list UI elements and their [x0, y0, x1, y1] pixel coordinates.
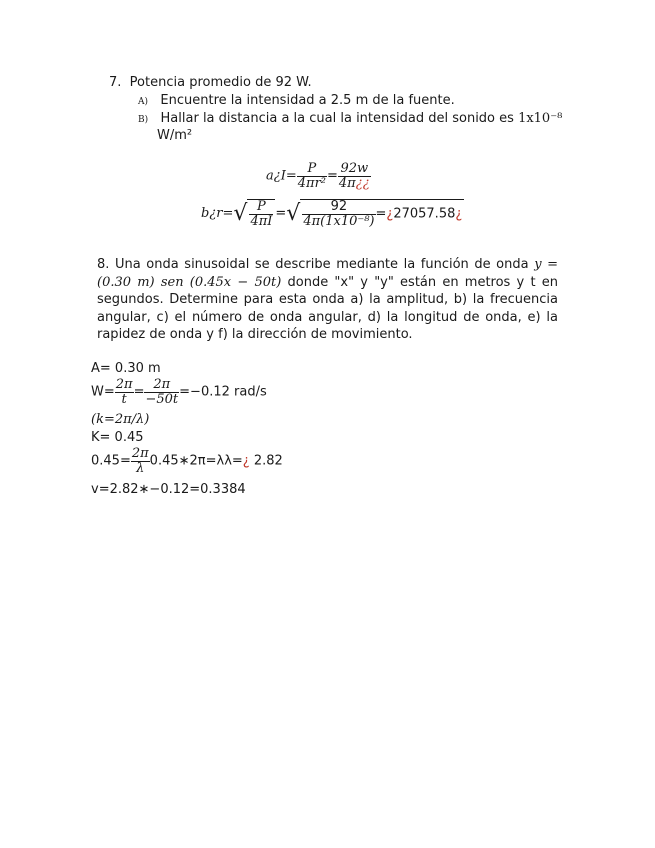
- q8-y-eq: y =: [534, 257, 559, 272]
- eq-b-frac-1-num: P: [257, 199, 266, 214]
- eq-a-frac-2-tail: ¿¿: [355, 175, 370, 191]
- q7-item-a: [138, 93, 455, 108]
- solution-velocity: v=2.82∗−0.12=0.3384: [91, 482, 246, 497]
- equation-b: [201, 199, 464, 228]
- w-equals: =: [133, 384, 145, 400]
- w-result: =−0.12 rad/s: [179, 384, 267, 400]
- lambda-frac-den: λ: [131, 461, 150, 476]
- q8-line-2: [97, 274, 558, 292]
- q7-item-b-value: 1x10⁻⁸: [518, 111, 563, 126]
- solution-amplitude: A= 0.30 m: [91, 361, 161, 376]
- lambda-frac-num: 2π: [131, 446, 149, 461]
- q7-item-a-marker: A): [138, 97, 149, 107]
- equation-a: [266, 162, 371, 190]
- eq-a-equals: =: [327, 168, 338, 184]
- sqrt-symbol-1: √: [233, 201, 248, 227]
- eq-b-frac-2: [302, 200, 375, 228]
- eq-b-result: 27057.58: [393, 206, 456, 222]
- solution-angular-frequency: [91, 378, 267, 406]
- w-frac-1-den: t: [115, 392, 134, 407]
- w-frac-2: [144, 378, 179, 406]
- eq-b-equals-2: =: [375, 206, 387, 222]
- eq-a-frac-1-num: P: [307, 161, 317, 176]
- eq-a-frac-2-den: 4π: [338, 175, 356, 191]
- eq-b-sqrt-2: [300, 199, 464, 228]
- q7-heading: [109, 75, 312, 90]
- q7-item-b-unit: W/m²: [157, 128, 193, 143]
- q8-paragraph: [97, 256, 558, 344]
- lambda-frac: [131, 447, 150, 475]
- q7-item-a-text: Encuentre la intensidad a 2.5 m de la fuente.: [160, 93, 455, 108]
- eq-a-frac-2-num: 92w: [340, 161, 369, 176]
- q8-line-1: [97, 256, 558, 274]
- lambda-red-marker: ¿: [242, 453, 250, 469]
- solution-wavelength: [91, 447, 283, 475]
- eq-b-sqrt-1: [247, 199, 275, 228]
- eq-b-frac-2-den: 4π(1x10⁻⁸): [303, 213, 375, 229]
- eq-b-tail: ¿: [455, 206, 463, 222]
- lambda-lhs: 0.45=: [91, 453, 131, 469]
- sqrt-symbol-2: √: [286, 201, 301, 227]
- eq-b-frac-1-den: 4πI: [250, 213, 273, 229]
- solution-k-value: K= 0.45: [91, 430, 144, 445]
- eq-b-lhs: b¿r=: [201, 206, 234, 222]
- q7-item-b-text: Hallar la distancia a la cual la intensidad del sonido es: [160, 111, 514, 126]
- w-frac-2-num: 2π: [153, 377, 171, 392]
- w-frac-2-den: −50t: [145, 391, 179, 407]
- q8-number: 8.: [97, 257, 110, 272]
- eq-b-frac-2-num: 92: [330, 199, 348, 214]
- q8-line-4: angular, c) el número de onda angular, d) la longitud de onda, e) la: [97, 309, 558, 325]
- w-label: W=: [91, 384, 115, 400]
- solution-k-formula: (k=2π/λ): [91, 412, 150, 427]
- w-frac-1-num: 2π: [115, 377, 133, 392]
- q8-line-3: segundos. Determine para esta onda a) la amplitud, b) la frecuencia: [97, 292, 558, 307]
- q8-line-5: rapidez de onda y f) la dirección de movimiento.: [97, 327, 413, 342]
- eq-a-frac-1-den: 4πr²: [297, 175, 326, 191]
- lambda-mid: 0.45∗2π=λλ=: [149, 453, 243, 469]
- q7-number: 7.: [109, 75, 122, 90]
- eq-b-frac-1: [249, 200, 273, 228]
- lambda-result: 2.82: [253, 453, 283, 469]
- eq-a-frac-1: [297, 162, 327, 190]
- q8-line-1-text: Una onda sinusoidal se describe mediante la función de onda: [115, 257, 529, 272]
- q8-line-2-text: donde "x" y "y" están en metros y t en: [287, 274, 558, 290]
- q7-item-b: [138, 111, 562, 126]
- q7-text: Potencia promedio de 92 W.: [129, 75, 312, 90]
- eq-b-equals: =: [275, 206, 287, 222]
- w-frac-1: [115, 378, 134, 406]
- eq-a-frac-2: [338, 162, 371, 190]
- eq-a-lhs: a¿I=: [266, 168, 297, 184]
- q7-item-b-marker: B): [138, 115, 149, 125]
- q8-line-2-math: (0.30 m) sen (0.45x − 50t): [97, 274, 282, 290]
- eq-b-result-marker: ¿: [386, 206, 394, 222]
